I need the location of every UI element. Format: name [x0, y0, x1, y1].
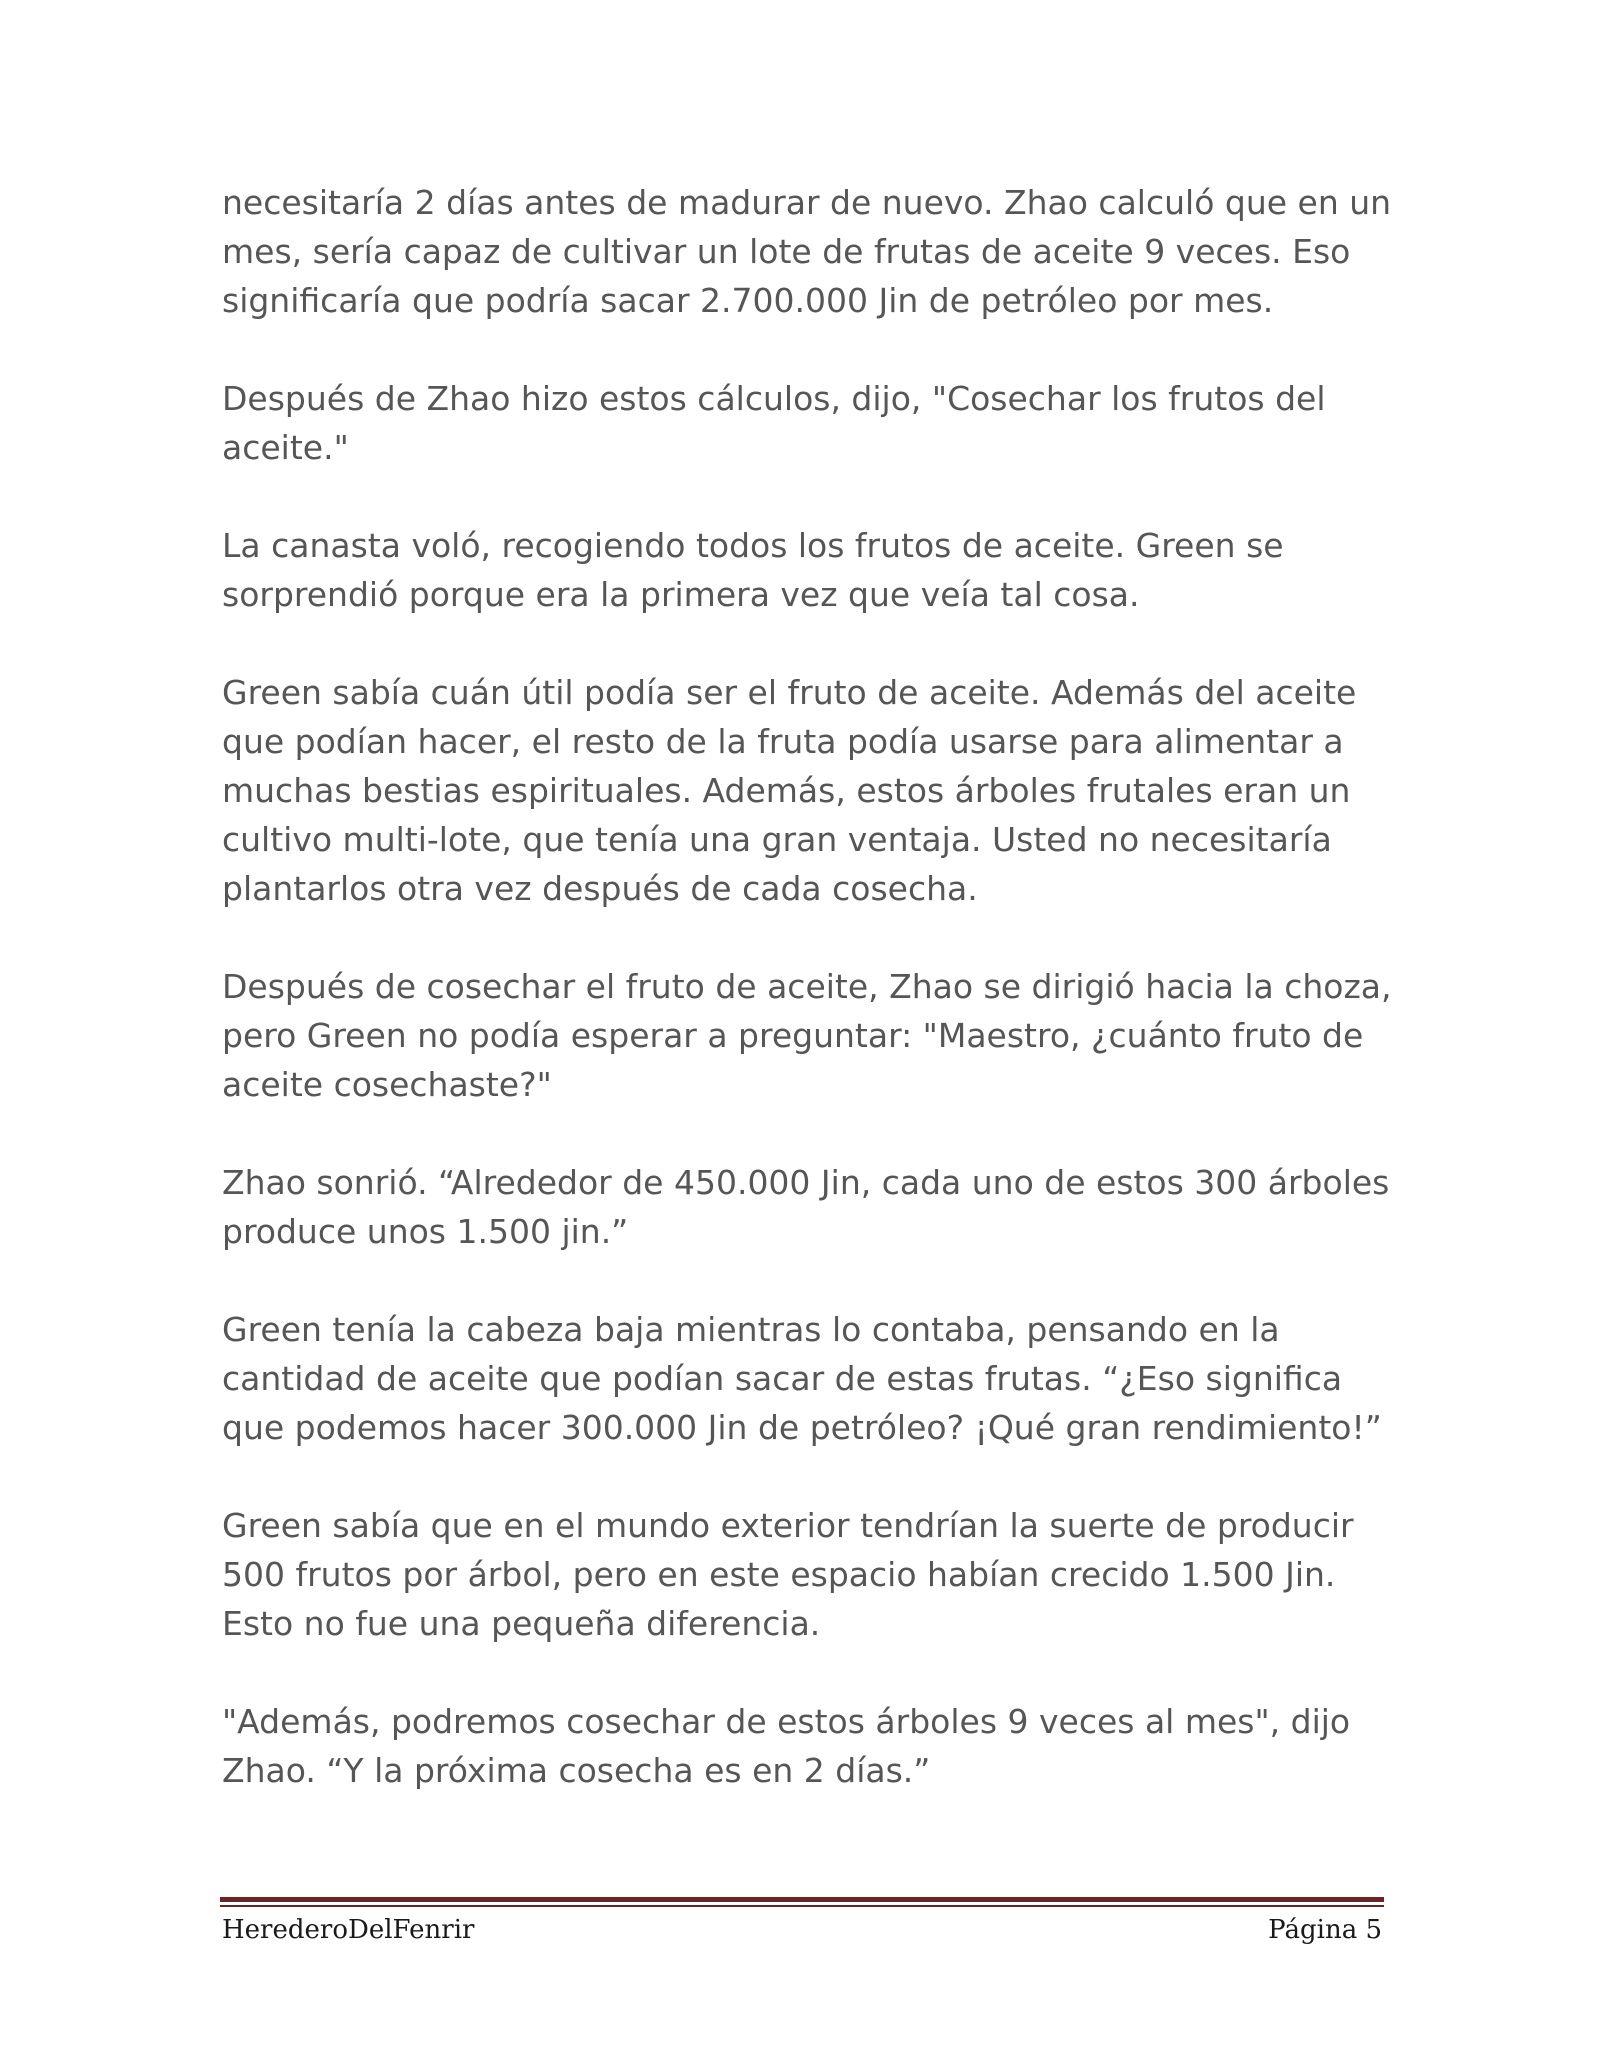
footer-page-number: Página 5: [1268, 1915, 1382, 1945]
paragraph-9: "Además, podremos cosechar de estos árboles 9 veces al mes", dijo Zhao. “Y la próxima cosecha es en 2 días.”: [222, 1702, 1351, 1790]
footer-divider-thin: [220, 1905, 1384, 1907]
footer-divider: [220, 1897, 1384, 1907]
paragraph-2: Después de Zhao hizo estos cálculos, dijo, "Cosechar los frutos del aceite.": [222, 379, 1326, 467]
paragraph-1: necesitaría 2 días antes de madurar de nuevo. Zhao calculó que en un mes, sería capaz de cultivar un lote de frutas de aceite 9 veces. Eso significaría que podría sacar 2.700.000 Jin de petróleo por mes.: [222, 183, 1392, 320]
paragraph-6: Zhao sonrió. “Alrededor de 450.000 Jin, cada uno de estos 300 árboles produce unos 1.500 jin.”: [222, 1163, 1390, 1251]
paragraph-8: Green sabía que en el mundo exterior tendrían la suerte de producir 500 frutos por árbol, pero en este espacio habían crecido 1.500 Jin. Esto no fue una pequeña diferencia.: [222, 1506, 1354, 1643]
body-text: [222, 178, 1402, 1795]
paragraph-4: Green sabía cuán útil podía ser el fruto de aceite. Además del aceite que podían hacer, el resto de la fruta podía usarse para alimentar a muchas bestias espirituales. Además, estos árboles frutales eran un cultivo multi-lote, que tenía una gran ventaja. Usted no necesitaría plantarlos otra vez después de cada cosecha.: [222, 673, 1357, 908]
paragraph-3: La canasta voló, recogiendo todos los frutos de aceite. Green se sorprendió porque era la primera vez que veía tal cosa.: [222, 526, 1284, 614]
paragraph-5: Después de cosechar el fruto de aceite, Zhao se dirigió hacia la choza, pero Green no podía esperar a preguntar: "Maestro, ¿cuánto fruto de aceite cosechaste?": [222, 967, 1392, 1104]
footer-author: HerederoDelFenrir: [222, 1915, 475, 1945]
paragraph-7: Green tenía la cabeza baja mientras lo contaba, pensando en la cantidad de aceite que podían sacar de estas frutas. “¿Eso significa que podemos hacer 300.000 Jin de petróleo? ¡Qué gran rendimiento!”: [222, 1310, 1382, 1447]
